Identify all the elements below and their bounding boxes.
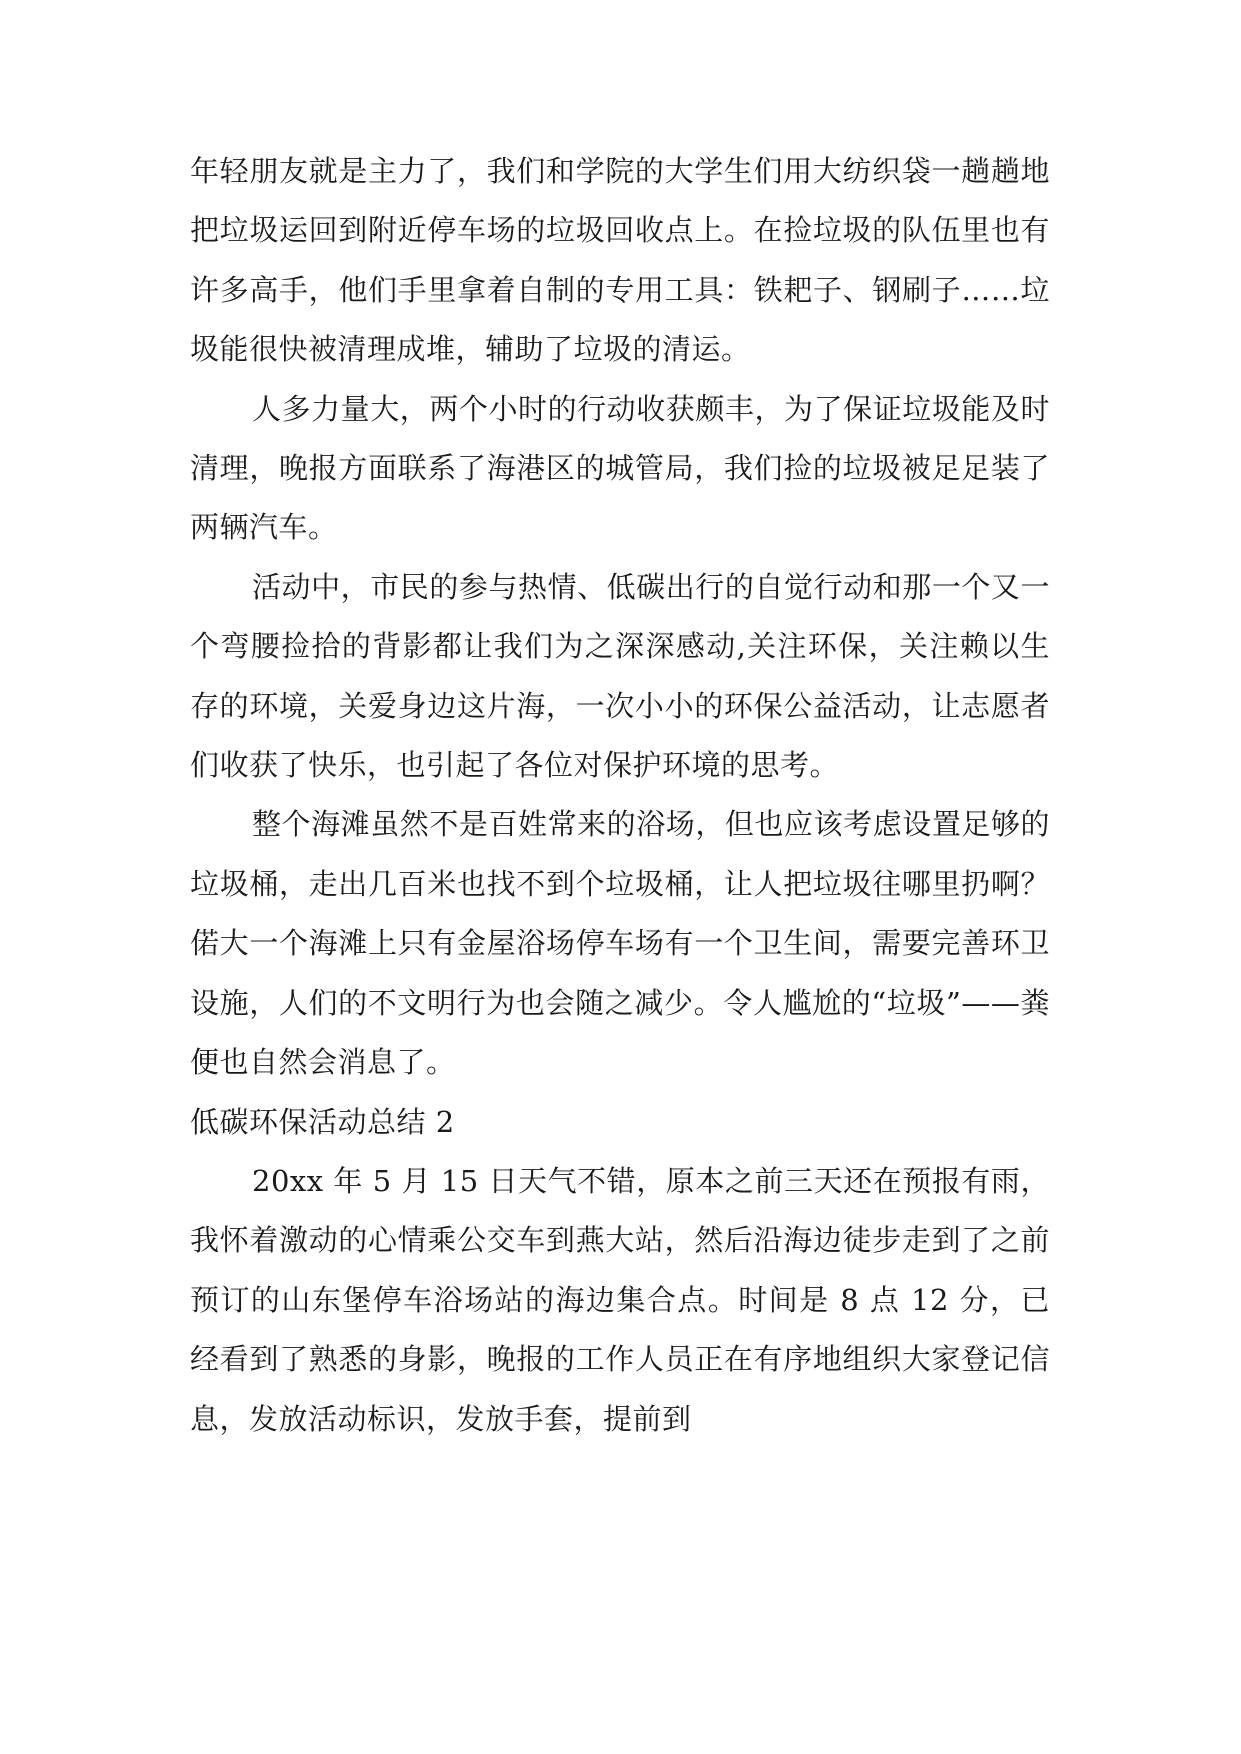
paragraph-1: 年轻朋友就是主力了，我们和学院的大学生们用大纺织袋一趟趟地把垃圾运回到附近停车场的垃圾回收点上。在捡垃圾的队伍里也有许多高手，他们手里拿着自制的专用工具：铁耙子、钢刷子……垃圾能很快被清理成堆，辅助了垃圾的清运。 [190,154,1050,367]
paragraph-2: 人多力量大，两个小时的行动收获颇丰，为了保证垃圾能及时清理，晚报方面联系了海港区的城管局，我们捡的垃圾被足足装了两辆汽车。 [190,391,1050,545]
section-title: 低碳环保活动总结 2 [190,1104,455,1139]
document-body [190,142,1050,1449]
paragraph-3: 活动中，市民的参与热情、低碳出行的自觉行动和那一个又一个弯腰捡拾的背影都让我们为之深深感动,关注环保，关注赖以生存的环境，关爱身边这片海，一次小小的环保公益活动，让志愿者们收获了快乐，也引起了各位对保护环境的思考。 [190,569,1050,783]
paragraph-4: 整个海滩虽然不是百姓常来的浴场，但也应该考虑设置足够的垃圾桶，走出几百米也找不到个垃圾桶，让人把垃圾往哪里扔啊？ 偌大一个海滩上只有金屋浴场停车场有一个卫生间，需要完善环卫设施，人们的不文明行为也会随之减少。令人尴尬的“垃圾”——粪便也自然会消息了。 [190,807,1050,1080]
section-paragraph: 20xx 年 5 月 15 日天气不错，原本之前三天还在预报有雨，我怀着激动的心情乘公交车到燕大站，然后沿海边徒步走到了之前预订的山东堡停车浴场站的海边集合点。时间是 8 点 12 分，已经看到了熟悉的身影，晚报的工作人员正在有序地组织大家登记信息，发放活动标识，发放手套，提前到 [190,1163,1050,1436]
